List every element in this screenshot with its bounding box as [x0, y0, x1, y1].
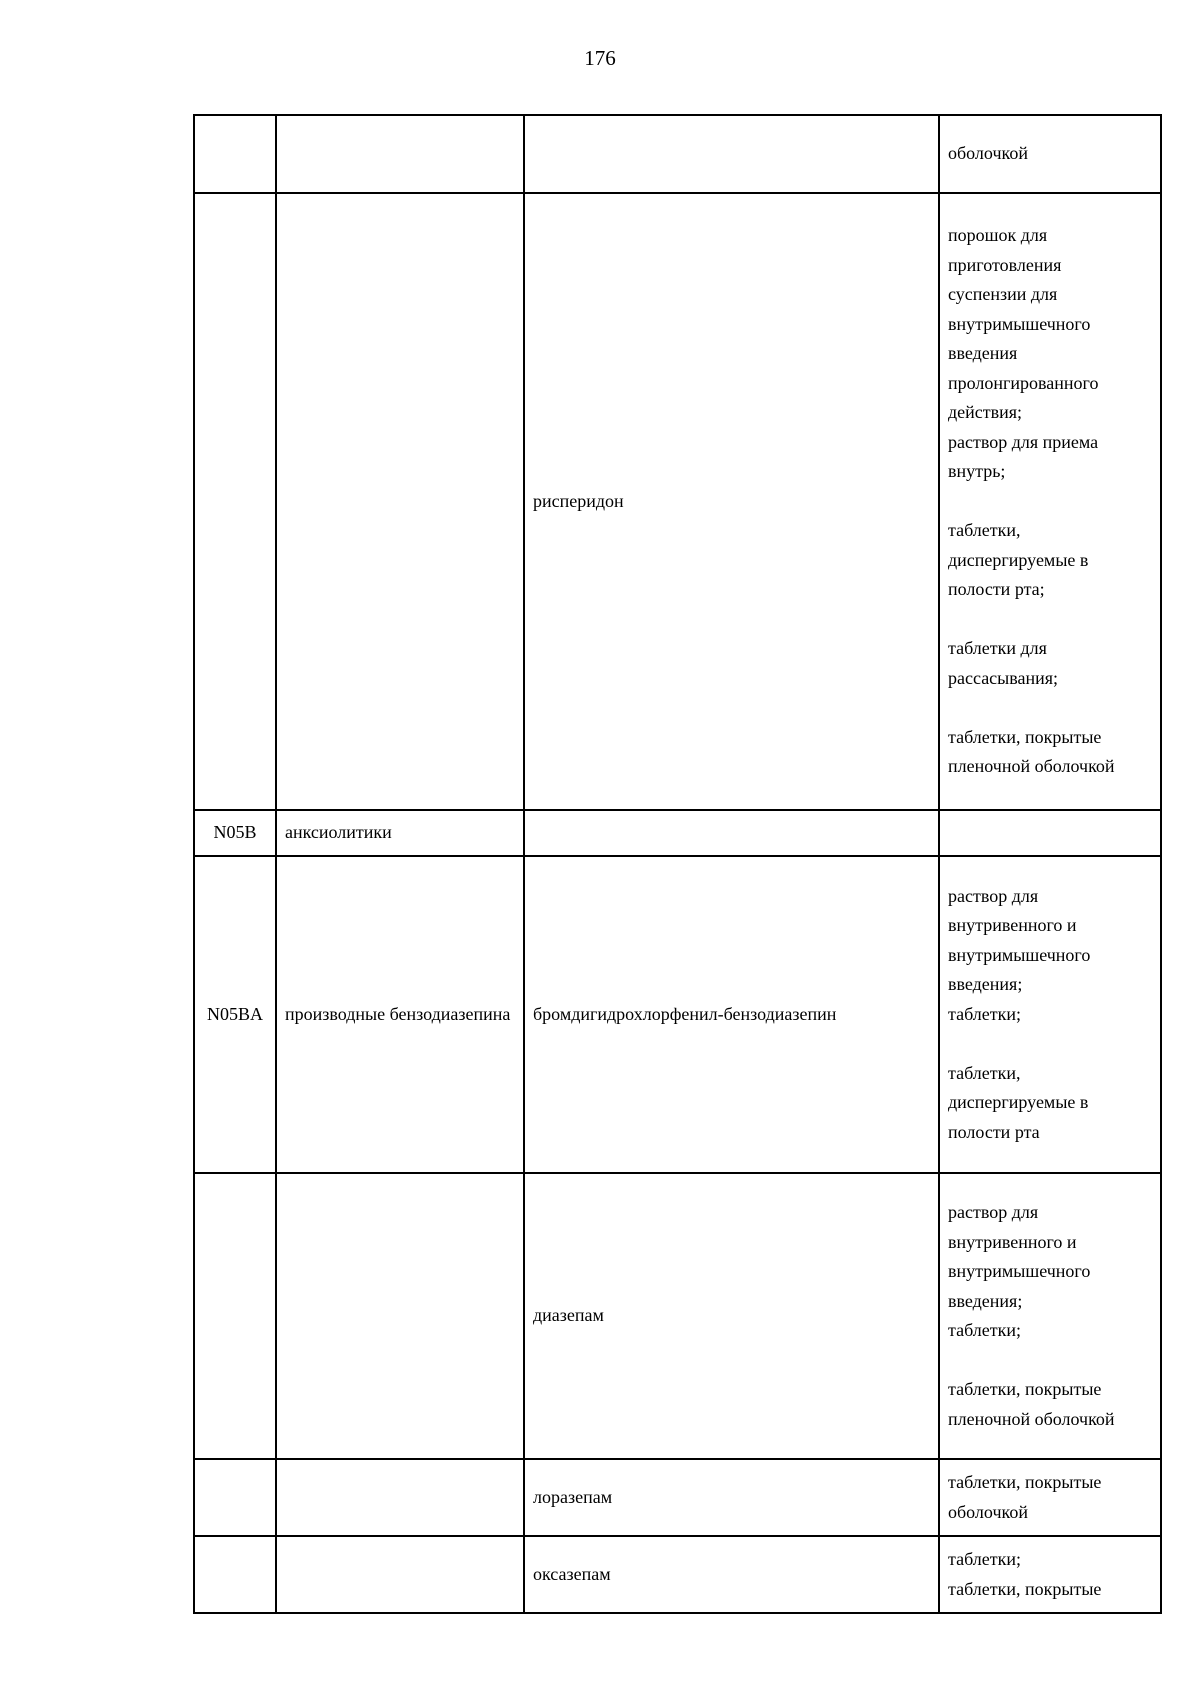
dosage-form-line: действия;: [948, 402, 1023, 423]
dosage-form-line: раствор для: [948, 885, 1039, 906]
dosage-form-line: таблетки;: [948, 1320, 1022, 1340]
dosage-form-line: внутримышечного: [948, 1261, 1091, 1281]
dosage-form-line: внутримышечного: [948, 944, 1091, 965]
atc-code-cell: [194, 193, 276, 810]
dosage-form-line: введения;: [948, 1290, 1023, 1311]
group-name-cell: производные бензодиазепина: [276, 856, 524, 1173]
dosage-form-line: рассасывания;: [948, 667, 1059, 688]
group-name-cell: [276, 1536, 524, 1613]
atc-code-cell: [194, 1536, 276, 1613]
form-group-spacer: [948, 693, 1152, 723]
atc-code-cell: N05B: [194, 810, 276, 856]
drug-name-cell: бромдигидрохлорфенил-бензодиазепин: [524, 856, 939, 1173]
dosage-form-cell: [939, 1536, 1161, 1613]
drug-name-cell: [524, 115, 939, 193]
dosage-form-line: полости рта;: [948, 579, 1045, 600]
dosage-form-line: полости рта: [948, 1121, 1040, 1142]
dosage-form-line: таблетки для: [948, 638, 1047, 659]
table-body: [194, 115, 1161, 1613]
dosage-form-line: внутрь;: [948, 461, 1006, 482]
table-row: [194, 1173, 1161, 1459]
dosage-form-cell: [939, 115, 1161, 193]
dosage-form-line: пленочной оболочкой: [948, 1408, 1115, 1429]
dosage-form-line: оболочкой: [948, 1501, 1028, 1522]
dosage-form-cell: [939, 1173, 1161, 1459]
dosage-form-cell: [939, 810, 1161, 856]
dosage-form-line: внутривенного и: [948, 1231, 1077, 1252]
dosage-form-line: таблетки, покрытые: [948, 726, 1102, 747]
dosage-form-line: диспергируемые в: [948, 1092, 1089, 1113]
dosage-form-line: внутримышечного: [948, 313, 1091, 334]
dosage-form-line: раствор для: [948, 1202, 1039, 1222]
table-row: [194, 1536, 1161, 1613]
dosage-form-line: внутривенного и: [948, 915, 1077, 936]
form-group-spacer: [948, 1346, 1152, 1376]
dosage-form-line: таблетки,: [948, 1062, 1021, 1083]
dosage-form-line: приготовления: [948, 254, 1062, 275]
atc-code-cell: [194, 115, 276, 193]
drug-table: [193, 114, 1162, 1614]
dosage-form-line: оболочкой: [948, 143, 1028, 164]
dosage-form-line: диспергируемые в: [948, 549, 1089, 570]
atc-code-cell: [194, 1173, 276, 1459]
table-row: [194, 810, 1161, 856]
drug-name-cell: [524, 810, 939, 856]
drug-name-cell: оксазепам: [524, 1536, 939, 1613]
dosage-form-cell: [939, 856, 1161, 1173]
group-name-cell: [276, 193, 524, 810]
group-name-cell: анксиолитики: [276, 810, 524, 856]
table-row: [194, 193, 1161, 810]
dosage-form-line: таблетки,: [948, 520, 1021, 541]
dosage-form-cell: [939, 1459, 1161, 1536]
table-row: [194, 856, 1161, 1173]
page-number: 176: [584, 46, 616, 70]
dosage-form-line: таблетки, покрытые: [948, 1379, 1102, 1399]
dosage-form-line: таблетки, покрытые: [948, 1472, 1102, 1492]
drug-name-cell: рисперидон: [524, 193, 939, 810]
atc-code-cell: N05BA: [194, 856, 276, 1173]
dosage-form-line: суспензии для: [948, 284, 1058, 305]
group-name-cell: [276, 115, 524, 193]
dosage-form-line: порошок для: [948, 225, 1048, 246]
table-row: [194, 115, 1161, 193]
dosage-form-line: таблетки;: [948, 1003, 1022, 1024]
dosage-form-line: введения;: [948, 974, 1023, 995]
dosage-form-line: введения: [948, 343, 1018, 364]
dosage-form-line: таблетки, покрытые: [948, 1578, 1102, 1599]
group-name-cell: [276, 1173, 524, 1459]
dosage-form-line: пленочной оболочкой: [948, 756, 1115, 777]
group-name-cell: [276, 1459, 524, 1536]
atc-code-cell: [194, 1459, 276, 1536]
dosage-form-line: таблетки;: [948, 1549, 1022, 1569]
drug-name-cell: лоразепам: [524, 1459, 939, 1536]
dosage-form-line: пролонгированного: [948, 372, 1099, 393]
form-group-spacer: [948, 1029, 1152, 1059]
dosage-form-cell: [939, 193, 1161, 810]
drug-name-cell: диазепам: [524, 1173, 939, 1459]
form-group-spacer: [948, 605, 1152, 635]
form-group-spacer: [948, 487, 1152, 517]
table-row: [194, 1459, 1161, 1536]
dosage-form-line: раствор для приема: [948, 431, 1099, 452]
